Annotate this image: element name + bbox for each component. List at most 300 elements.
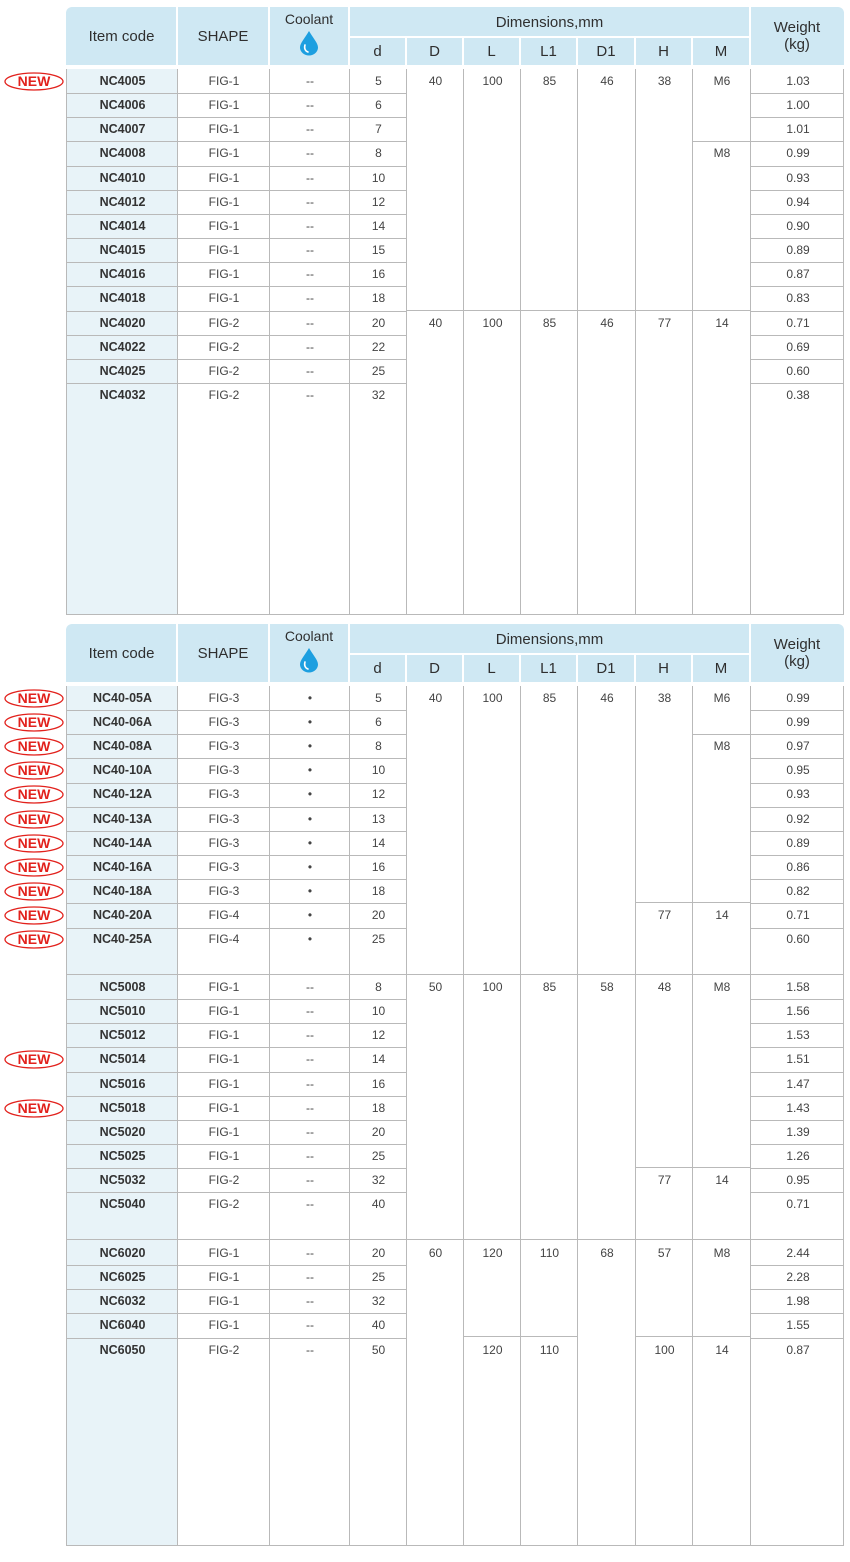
cell-d: 20 — [371, 1125, 386, 1139]
row-line — [66, 1239, 844, 1240]
cell-coolant: -- — [306, 1077, 314, 1091]
cell-M: 14 — [715, 316, 729, 330]
cell-L1: 110 — [539, 1246, 560, 1260]
header-divider — [176, 7, 178, 65]
cell-L1: 110 — [539, 1343, 560, 1357]
cell-L: 100 — [482, 691, 503, 705]
cell-M: 14 — [715, 1173, 729, 1187]
cell-shape: FIG-1 — [208, 1125, 240, 1139]
cell-shape: FIG-2 — [208, 340, 240, 354]
new-badge — [4, 906, 64, 925]
new-badge-label: NEW — [17, 811, 51, 827]
cell-shape: FIG-2 — [208, 1343, 240, 1357]
cell-shape: FIG-3 — [208, 812, 240, 826]
cell-coolant: -- — [306, 1004, 314, 1018]
cell-d: 8 — [375, 980, 382, 994]
cell-coolant: -- — [306, 1246, 314, 1260]
cell-shape: FIG-1 — [208, 291, 240, 305]
item-code: NC6050 — [99, 1343, 146, 1357]
item-code: NC40-16A — [92, 860, 153, 874]
cell-shape: FIG-4 — [208, 932, 240, 946]
header-dimensions: Dimensions,mm — [495, 630, 604, 648]
cell-D: 40 — [428, 74, 443, 88]
cell-shape: FIG-1 — [208, 1101, 240, 1115]
cell-shape: FIG-2 — [208, 1173, 240, 1187]
cell-shape: FIG-1 — [208, 195, 240, 209]
cell-d: 5 — [375, 691, 382, 705]
column-line — [577, 686, 578, 1545]
cell-w: 1.00 — [786, 98, 810, 112]
cell-shape: FIG-1 — [208, 1270, 240, 1284]
cell-w: 1.39 — [786, 1125, 810, 1139]
cell-coolant: • — [307, 908, 313, 922]
cell-H: 57 — [657, 1246, 672, 1260]
header-divider — [462, 654, 464, 682]
cell-coolant: -- — [306, 98, 314, 112]
cell-coolant: -- — [306, 1149, 314, 1163]
item-code: NC40-10A — [92, 763, 153, 777]
header-weight — [750, 7, 844, 65]
table1 — [66, 7, 844, 615]
cell-shape: FIG-1 — [208, 219, 240, 233]
cell-coolant: -- — [306, 1028, 314, 1042]
header-dim-L1: L1 — [540, 42, 557, 60]
cell-L1: 85 — [542, 74, 557, 88]
item-code: NC6032 — [99, 1294, 146, 1308]
cell-w: 1.58 — [786, 980, 810, 994]
cell-w: 0.69 — [786, 340, 810, 354]
cell-coolant: -- — [306, 146, 314, 160]
new-badge — [4, 810, 64, 829]
header-dim-M: M — [714, 659, 728, 677]
cell-D1: 58 — [600, 980, 614, 994]
cell-d: 20 — [371, 1246, 386, 1260]
item-code: NC40-08A — [92, 739, 153, 753]
item-code: NC5014 — [99, 1052, 146, 1066]
column-line — [520, 686, 521, 1545]
new-badge-label: NEW — [17, 835, 51, 851]
header-divider — [576, 37, 578, 65]
cell-w: 1.03 — [786, 74, 810, 88]
cell-d: 16 — [371, 860, 386, 874]
header-dim-d: d — [373, 659, 382, 677]
header-dim-D: D — [429, 42, 440, 60]
item-code: NC4014 — [99, 219, 146, 233]
cell-d: 50 — [371, 1343, 386, 1357]
cell-shape: FIG-1 — [208, 98, 240, 112]
cell-w: 0.82 — [786, 884, 810, 898]
header-weight — [750, 624, 844, 682]
header-weight-unit: (kg) — [784, 36, 810, 53]
cell-shape: FIG-1 — [208, 1077, 240, 1091]
cell-coolant: -- — [306, 1343, 314, 1357]
item-code: NC40-20A — [92, 908, 153, 922]
cell-d: 14 — [371, 836, 386, 850]
column-line — [520, 69, 521, 614]
table-body — [66, 686, 844, 1546]
new-badge — [4, 761, 64, 780]
header-coolant: Coolant — [284, 628, 334, 644]
header-divider — [462, 37, 464, 65]
header-shape: SHAPE — [197, 27, 249, 45]
cell-coolant: -- — [306, 1125, 314, 1139]
cell-d: 40 — [371, 1318, 386, 1332]
item-code: NC4006 — [99, 98, 146, 112]
new-badge-label: NEW — [17, 1100, 51, 1116]
column-line — [577, 69, 578, 614]
cell-d: 18 — [371, 884, 386, 898]
item-code: NC40-18A — [92, 884, 153, 898]
item-code: NC4008 — [99, 146, 146, 160]
cell-coolant: -- — [306, 291, 314, 305]
cell-d: 25 — [371, 364, 386, 378]
cell-L: 120 — [482, 1343, 503, 1357]
new-badge-label: NEW — [17, 73, 51, 89]
new-badge-label: NEW — [17, 786, 51, 802]
cell-d: 5 — [375, 74, 382, 88]
header-coolant: Coolant — [284, 11, 334, 27]
header-shape: SHAPE — [197, 644, 249, 662]
cell-w: 0.90 — [786, 219, 810, 233]
cell-coolant: • — [307, 739, 313, 753]
cell-D1: 68 — [600, 1246, 614, 1260]
cell-w: 0.86 — [786, 860, 810, 874]
cell-shape: FIG-1 — [208, 243, 240, 257]
header-dim-D: D — [429, 659, 440, 677]
cell-shape: FIG-4 — [208, 908, 240, 922]
cell-w: 0.87 — [786, 1343, 810, 1357]
new-badge — [4, 72, 64, 91]
header-divider — [634, 654, 636, 682]
header-divider — [634, 37, 636, 65]
item-code: NC4010 — [99, 171, 146, 185]
cell-H: 100 — [654, 1343, 675, 1357]
table-header — [66, 624, 844, 682]
cell-w: 1.26 — [786, 1149, 810, 1163]
cell-d: 25 — [371, 1270, 386, 1284]
header-item-code: Item code — [88, 27, 155, 45]
cell-d: 14 — [371, 219, 386, 233]
cell-L1: 85 — [542, 980, 557, 994]
cell-shape: FIG-1 — [208, 74, 240, 88]
cell-shape: FIG-2 — [208, 316, 240, 330]
item-code: NC4016 — [99, 267, 146, 281]
cell-M: M8 — [713, 980, 731, 994]
cell-d: 12 — [371, 1028, 386, 1042]
cell-coolant: • — [307, 691, 313, 705]
cell-w: 0.83 — [786, 291, 810, 305]
header-divider — [268, 624, 270, 682]
header-dim-H: H — [658, 42, 669, 60]
cell-shape: FIG-1 — [208, 146, 240, 160]
cell-w: 0.38 — [786, 388, 810, 402]
cell-shape: FIG-2 — [208, 1197, 240, 1211]
new-badge — [4, 930, 64, 949]
new-badge — [4, 689, 64, 708]
cell-coolant: • — [307, 715, 313, 729]
cell-w: 0.99 — [786, 715, 810, 729]
cell-d: 12 — [371, 787, 386, 801]
header-divider — [405, 654, 407, 682]
cell-w: 0.89 — [786, 836, 810, 850]
new-badge-label: NEW — [17, 931, 51, 947]
cell-coolant: -- — [306, 267, 314, 281]
cell-M: M8 — [713, 1246, 731, 1260]
cell-w: 0.95 — [786, 763, 810, 777]
cell-H: 48 — [657, 980, 672, 994]
header-dim-d: d — [373, 42, 382, 60]
cell-coolant: -- — [306, 1173, 314, 1187]
cell-shape: FIG-3 — [208, 787, 240, 801]
water-drop-icon — [299, 30, 319, 56]
item-code: NC5012 — [99, 1028, 146, 1042]
cell-coolant: • — [307, 812, 313, 826]
cell-L1: 85 — [542, 691, 557, 705]
cell-w: 2.44 — [786, 1246, 810, 1260]
new-badge-label: NEW — [17, 714, 51, 730]
cell-M: M6 — [713, 691, 731, 705]
table2 — [66, 624, 844, 1546]
header-divider — [405, 37, 407, 65]
item-code: NC5040 — [99, 1197, 146, 1211]
column-line — [635, 69, 636, 614]
cell-d: 15 — [371, 243, 386, 257]
header-dimensions: Dimensions,mm — [495, 13, 604, 31]
cell-M: 14 — [715, 908, 729, 922]
item-code: NC4007 — [99, 122, 146, 136]
item-code: NC5008 — [99, 980, 146, 994]
new-badge — [4, 713, 64, 732]
header-dim-D1: D1 — [596, 659, 616, 677]
cell-coolant: -- — [306, 74, 314, 88]
item-code: NC4015 — [99, 243, 146, 257]
cell-M: 14 — [715, 1343, 729, 1357]
cell-d: 10 — [371, 763, 386, 777]
item-code: NC5016 — [99, 1077, 146, 1091]
cell-d: 18 — [371, 1101, 386, 1115]
cell-coolant: -- — [306, 1101, 314, 1115]
item-code: NC40-13A — [92, 812, 153, 826]
cell-coolant: -- — [306, 340, 314, 354]
cell-d: 10 — [371, 171, 386, 185]
cell-coolant: -- — [306, 388, 314, 402]
cell-w: 0.71 — [786, 908, 810, 922]
header-dim-D1: D1 — [596, 42, 616, 60]
column-line — [463, 69, 464, 614]
row-line — [635, 1336, 751, 1337]
new-badge-label: NEW — [17, 883, 51, 899]
cell-coolant: -- — [306, 243, 314, 257]
cell-d: 32 — [371, 1294, 386, 1308]
cell-shape: FIG-1 — [208, 267, 240, 281]
cell-shape: FIG-1 — [208, 1318, 240, 1332]
cell-coolant: -- — [306, 1197, 314, 1211]
item-code: NC4032 — [99, 388, 146, 402]
item-code: NC4020 — [99, 316, 146, 330]
header-item-code: Item code — [88, 644, 155, 662]
cell-shape: FIG-3 — [208, 860, 240, 874]
cell-w: 1.98 — [786, 1294, 810, 1308]
cell-D1: 46 — [600, 691, 614, 705]
table-header — [66, 7, 844, 65]
cell-L: 100 — [482, 980, 503, 994]
item-code: NC5018 — [99, 1101, 146, 1115]
column-line — [692, 686, 693, 1545]
cell-w: 0.94 — [786, 195, 810, 209]
header-weight-label: Weight — [773, 636, 821, 653]
item-code: NC4005 — [99, 74, 146, 88]
cell-w: 0.60 — [786, 364, 810, 378]
new-badge — [4, 737, 64, 756]
cell-shape: FIG-1 — [208, 980, 240, 994]
header-divider — [349, 36, 750, 38]
cell-d: 6 — [375, 715, 382, 729]
column-line — [463, 686, 464, 1545]
cell-coolant: • — [307, 932, 313, 946]
cell-shape: FIG-1 — [208, 1149, 240, 1163]
item-code: NC6025 — [99, 1270, 146, 1284]
new-badge-label: NEW — [17, 859, 51, 875]
new-badge — [4, 882, 64, 901]
cell-d: 20 — [371, 316, 386, 330]
cell-H: 77 — [657, 1173, 672, 1187]
cell-d: 14 — [371, 1052, 386, 1066]
header-divider — [519, 37, 521, 65]
cell-coolant: • — [307, 836, 313, 850]
cell-M: M8 — [713, 146, 731, 160]
cell-shape: FIG-3 — [208, 836, 240, 850]
header-dim-H: H — [658, 659, 669, 677]
item-code: NC40-25A — [92, 932, 153, 946]
new-badge — [4, 1099, 64, 1118]
cell-w: 2.28 — [786, 1270, 810, 1284]
item-code: NC40-06A — [92, 715, 153, 729]
header-divider — [349, 653, 750, 655]
cell-w: 0.97 — [786, 739, 810, 753]
cell-w: 0.60 — [786, 932, 810, 946]
row-line — [463, 1336, 578, 1337]
cell-H: 38 — [657, 74, 672, 88]
cell-coolant: -- — [306, 1270, 314, 1284]
new-badge-label: NEW — [17, 690, 51, 706]
cell-w: 0.87 — [786, 267, 810, 281]
cell-L: 100 — [482, 316, 503, 330]
item-code: NC6040 — [99, 1318, 146, 1332]
water-drop-icon — [299, 647, 319, 673]
cell-d: 8 — [375, 739, 382, 753]
item-code: NC5010 — [99, 1004, 146, 1018]
cell-coolant: • — [307, 860, 313, 874]
cell-w: 1.43 — [786, 1101, 810, 1115]
item-code: NC4022 — [99, 340, 146, 354]
cell-shape: FIG-3 — [208, 884, 240, 898]
cell-coolant: -- — [306, 1052, 314, 1066]
item-code: NC5020 — [99, 1125, 146, 1139]
header-dim-L: L — [487, 42, 496, 60]
cell-w: 0.93 — [786, 171, 810, 185]
new-badge-label: NEW — [17, 738, 51, 754]
cell-D: 40 — [428, 691, 443, 705]
cell-coolant: • — [307, 787, 313, 801]
header-divider — [176, 624, 178, 682]
cell-shape: FIG-2 — [208, 388, 240, 402]
cell-M: M8 — [713, 739, 731, 753]
cell-H: 77 — [657, 908, 672, 922]
cell-w: 0.89 — [786, 243, 810, 257]
item-code: NC6020 — [99, 1246, 146, 1260]
cell-L: 100 — [482, 74, 503, 88]
cell-shape: FIG-1 — [208, 1294, 240, 1308]
cell-D: 50 — [428, 980, 443, 994]
cell-w: 0.99 — [786, 691, 810, 705]
header-divider — [576, 654, 578, 682]
cell-d: 25 — [371, 1149, 386, 1163]
cell-H: 77 — [657, 316, 672, 330]
cell-coolant: -- — [306, 1318, 314, 1332]
cell-D1: 46 — [600, 74, 614, 88]
cell-D: 40 — [428, 316, 443, 330]
cell-d: 13 — [371, 812, 386, 826]
cell-coolant: -- — [306, 195, 314, 209]
item-code: NC40-14A — [92, 836, 153, 850]
header-dim-M: M — [714, 42, 728, 60]
new-badge-label: NEW — [17, 907, 51, 923]
cell-shape: FIG-3 — [208, 715, 240, 729]
cell-coolant: • — [307, 884, 313, 898]
new-badge — [4, 785, 64, 804]
cell-shape: FIG-1 — [208, 1028, 240, 1042]
cell-w: 1.55 — [786, 1318, 810, 1332]
item-code: NC40-12A — [92, 787, 153, 801]
item-code: NC5025 — [99, 1149, 146, 1163]
cell-d: 16 — [371, 1077, 386, 1091]
cell-d: 8 — [375, 146, 382, 160]
cell-coolant: -- — [306, 364, 314, 378]
cell-d: 12 — [371, 195, 386, 209]
cell-d: 16 — [371, 267, 386, 281]
cell-w: 0.71 — [786, 316, 810, 330]
cell-shape: FIG-1 — [208, 122, 240, 136]
item-code: NC5032 — [99, 1173, 146, 1187]
item-code: NC4025 — [99, 364, 146, 378]
cell-w: 1.01 — [786, 122, 810, 136]
header-weight-label: Weight — [773, 19, 821, 36]
new-badge — [4, 834, 64, 853]
header-dim-L1: L1 — [540, 659, 557, 677]
cell-w: 1.47 — [786, 1077, 810, 1091]
cell-shape: FIG-1 — [208, 1004, 240, 1018]
cell-d: 32 — [371, 1173, 386, 1187]
new-badge-label: NEW — [17, 1051, 51, 1067]
cell-w: 0.95 — [786, 1173, 810, 1187]
cell-D: 60 — [428, 1246, 443, 1260]
cell-d: 25 — [371, 932, 386, 946]
cell-w: 1.53 — [786, 1028, 810, 1042]
new-badge-label: NEW — [17, 762, 51, 778]
cell-shape: FIG-2 — [208, 364, 240, 378]
cell-d: 22 — [371, 340, 386, 354]
cell-coolant: -- — [306, 316, 314, 330]
cell-shape: FIG-1 — [208, 1246, 240, 1260]
header-divider — [691, 654, 693, 682]
item-code: NC4018 — [99, 291, 146, 305]
cell-L: 120 — [482, 1246, 503, 1260]
cell-coolant: -- — [306, 122, 314, 136]
cell-d: 18 — [371, 291, 386, 305]
cell-shape: FIG-3 — [208, 691, 240, 705]
cell-d: 20 — [371, 908, 386, 922]
new-badge — [4, 858, 64, 877]
